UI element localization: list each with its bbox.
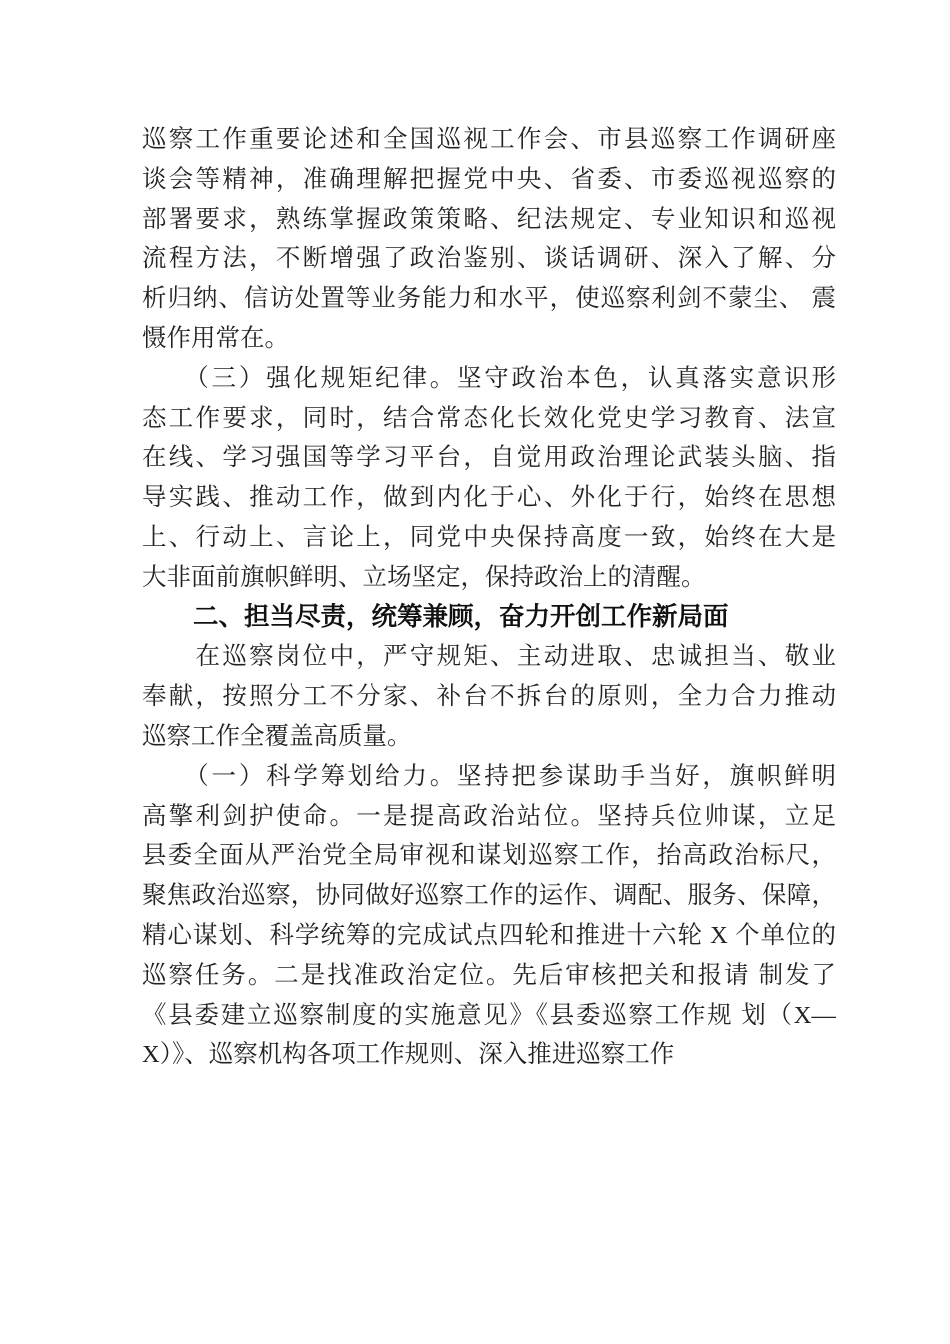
paragraph-1	[142, 120, 836, 359]
text-line: 上、行动上、言论上，同党中央保持高度一致，始终在大是	[142, 523, 836, 551]
section-heading: 二、担当尽责，统筹兼顾，奋力开创工作新局面	[142, 602, 729, 631]
heading-section-2	[142, 598, 836, 638]
text-line: 在线、学习强国等学习平台，自觉用政治理论武装头脑、指	[142, 444, 836, 472]
text-line: 导实践、推动工作，做到内化于心、外化于行，始终在思想	[142, 484, 836, 512]
text-line: 高擎利剑护使命。一是提高政治站位。坚持兵位帅谋，立足	[142, 802, 836, 830]
text-line: 《县委建立巡察制度的实施意见》《县委巡察工作规 划（X—	[142, 1001, 836, 1029]
text-line: 慑作用常在。	[142, 324, 289, 352]
text-line: （三）强化规矩纪律。坚守政治本色，认真落实意识形	[142, 364, 836, 392]
paragraph-2	[142, 359, 836, 598]
text-block	[142, 120, 836, 1075]
text-line: 巡察工作重要论述和全国巡视工作会、市县巡察工作调研座	[142, 126, 836, 153]
text-line: 精心谋划、科学统筹的完成试点四轮和推进十六轮 X 个单位的	[142, 921, 836, 949]
text-line: 部署要求，熟练掌握政策策略、纪法规定、专业知识和巡视	[142, 205, 836, 233]
text-line: 巡察工作全覆盖高质量。	[142, 722, 412, 750]
text-line: 谈会等精神，准确理解把握党中央、省委、市委巡视巡察的	[142, 165, 836, 193]
paragraph-3	[142, 637, 836, 756]
text-line: 析归纳、信访处置等业务能力和水平，使巡察利剑不蒙尘、 震	[142, 285, 836, 313]
text-line: X）》、巡察机构各项工作规则、深入推进巡察工作	[142, 1041, 675, 1069]
text-line: 在巡察岗位中，严守规矩、主动进取、忠诚担当、敬业	[142, 643, 836, 671]
text-line: 巡察任务。二是找准政治定位。先后审核把关和报请 制发了	[142, 961, 836, 989]
text-line: （一）科学筹划给力。坚持把参谋助手当好，旗帜鲜明	[142, 762, 836, 790]
text-line: 聚焦政治巡察，协同做好巡察工作的运作、调配、服务、保障，	[142, 882, 836, 910]
paragraph-4	[142, 757, 836, 1075]
text-line: 奉献，按照分工不分家、补台不拆台的原则，全力合力推动	[142, 683, 836, 711]
text-line: 态工作要求，同时，结合常态化长效化党史学习教育、法宣	[142, 404, 836, 432]
text-line: 县委全面从严治党全局审视和谋划巡察工作，抬高政治标尺，	[142, 842, 836, 870]
text-line: 流程方法，不断增强了政治鉴别、谈话调研、深入了解、分	[142, 245, 836, 273]
text-line: 大非面前旗帜鲜明、立场坚定，保持政治上的清醒。	[142, 563, 706, 591]
